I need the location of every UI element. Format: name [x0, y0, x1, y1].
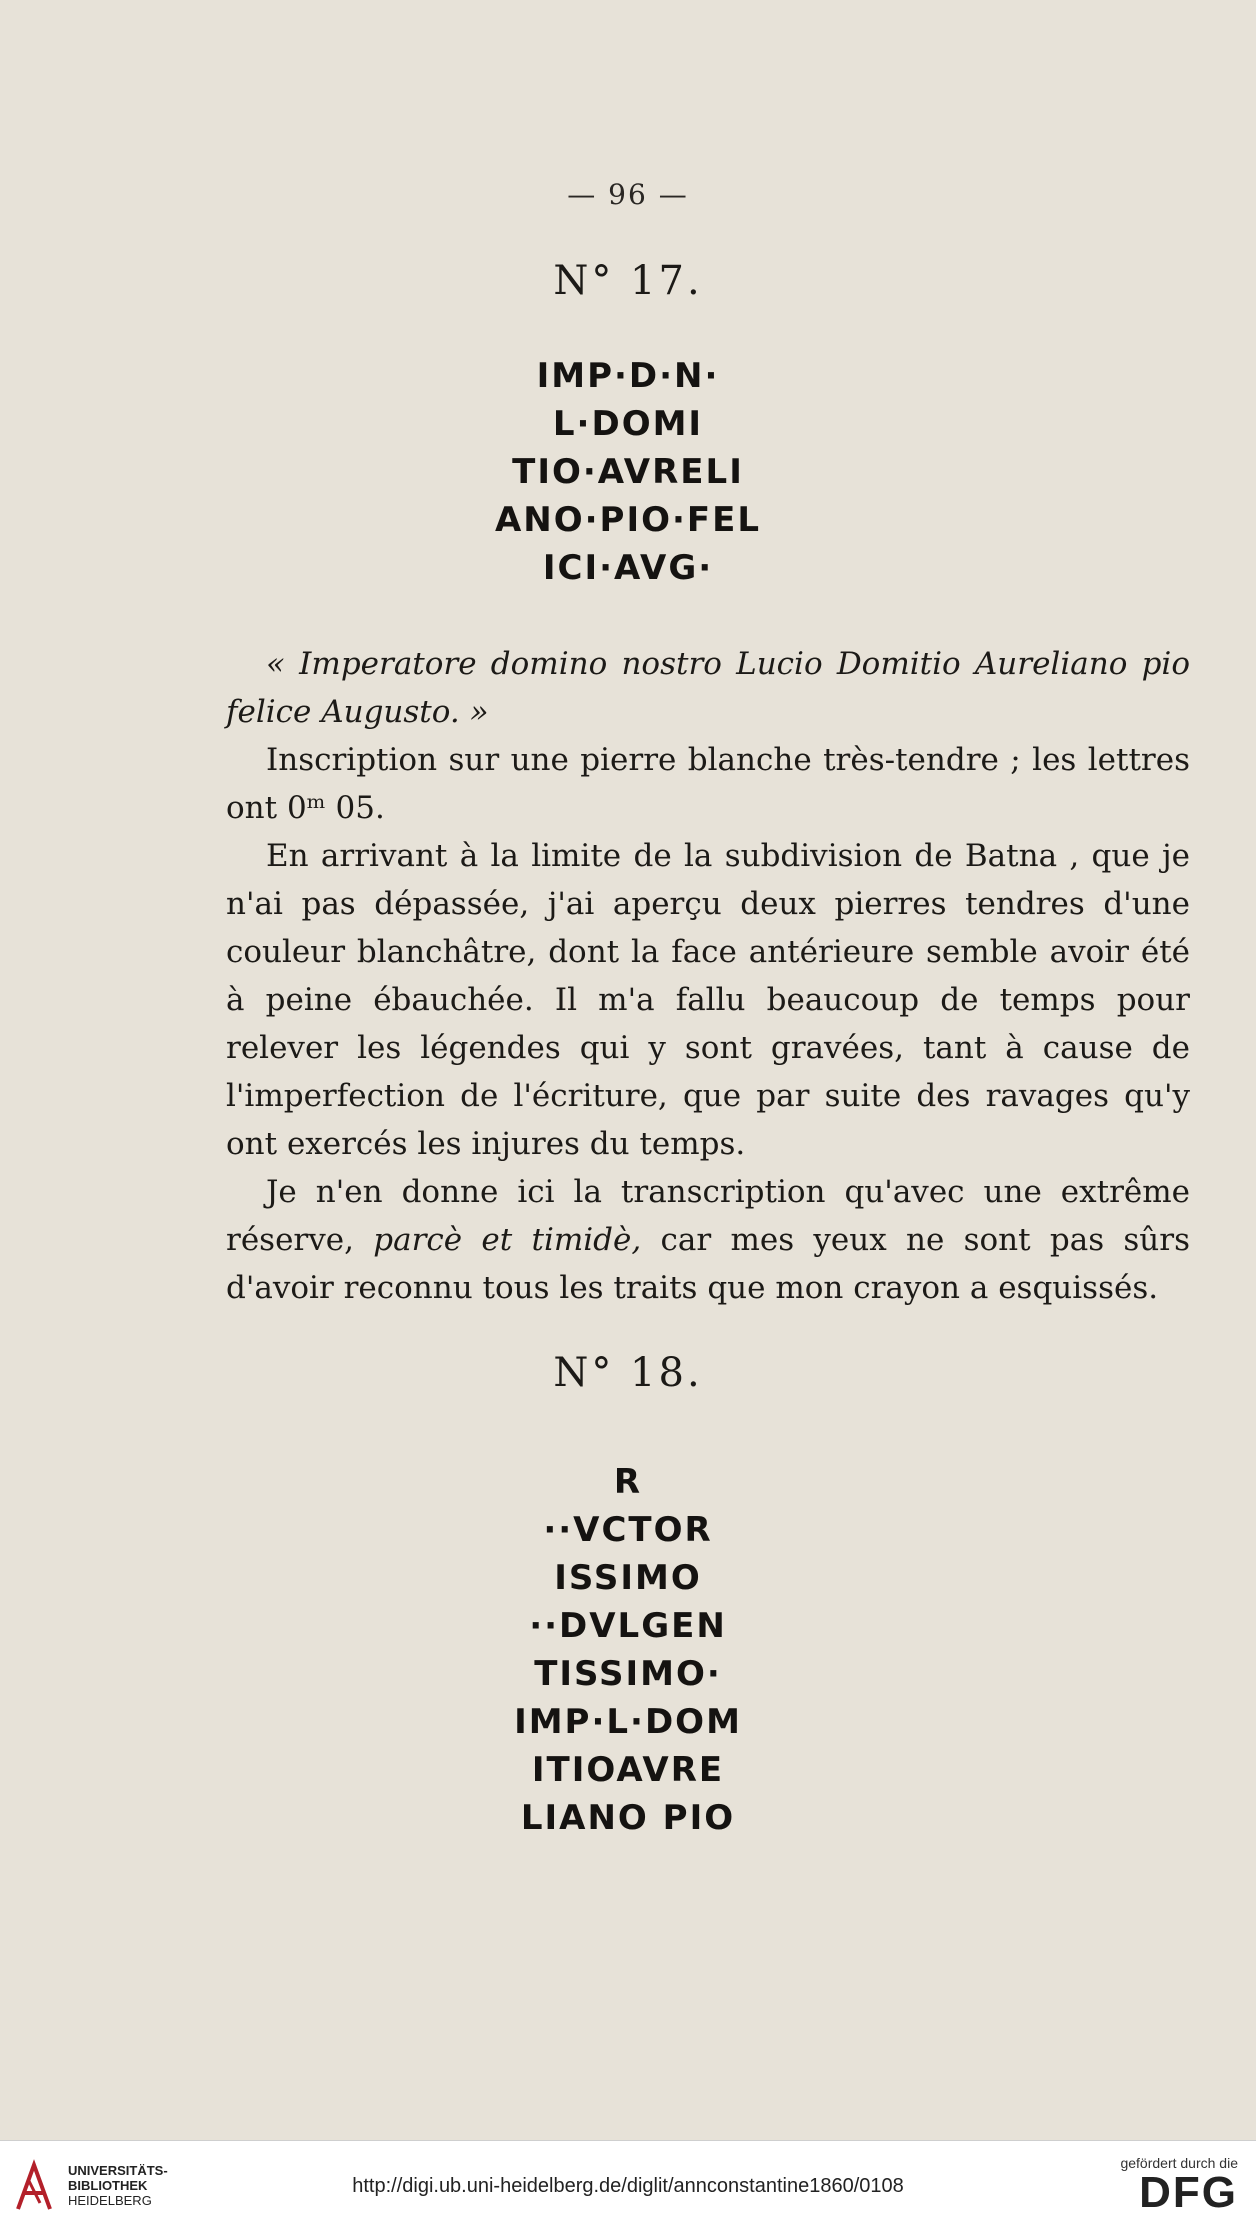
translation-paragraph: « Imperatore domino nostro Lucio Domitio Aureliano pio felice Augusto. » [226, 646, 1190, 730]
inscription-line: L·DOMI [552, 404, 704, 444]
inscription-line: ITIOAVRE [531, 1750, 725, 1790]
inscription-line: ISSIMO [554, 1558, 702, 1598]
permalink-url[interactable]: http://digi.ub.uni-heidelberg.de/diglit/annconstantine1860/0108 [352, 2175, 904, 2197]
paragraph-transcription-note [226, 1168, 1190, 1312]
inscription-line: R [613, 1462, 643, 1502]
library-line-2: BIBLIOTHEK [68, 2178, 148, 2193]
inscription-17 [0, 352, 1256, 592]
dfg-funding [1120, 2155, 1238, 2215]
heading-no-17: N° 17. [553, 258, 703, 304]
page-number: — 96 — [567, 178, 689, 211]
para3-italic: parcè et timidè, [373, 1222, 642, 1258]
inscription-line: IMP·L·DOM [514, 1702, 742, 1742]
heading-no-18: N° 18. [553, 1350, 703, 1396]
inscription-18 [0, 1458, 1256, 1842]
para3-end: car mes yeux ne sont pas sûrs d'avoir reconnu tous les traits que mon crayon a esquissés. [226, 1222, 1190, 1306]
paragraph-arrival: En arrivant à la limite de la subdivision de Batna , que je n'ai pas dépassée, j'ai aperçu deux pierres tendres d'une couleur blanchâtre, dont la face antérieure semble avoir été à peine ébauchée. Il m'a fallu beaucoup de temps pour relever les légendes qui y sont gravées, tant à cause de l'imperfection de l'écriture, que par suite des ravages qu'y ont exercés les injures du temps. [226, 838, 1190, 1162]
paragraph-inscription-description: Inscription sur une pierre blanche très-tendre ; les lettres ont 0ᵐ 05. [226, 742, 1190, 826]
inscription-line: ··DVLGEN [529, 1606, 727, 1646]
inscription-line: ANO·PIO·FEL [494, 500, 762, 540]
footer-bar [0, 2140, 1256, 2231]
inscription-line: IMP·D·N· [536, 356, 720, 396]
library-line-1: UNIVERSITÄTS- [68, 2163, 168, 2178]
body-text [226, 640, 1190, 1312]
para3-start: Je n'en donne ici la transcription qu'avec une extrême réserve, [226, 1174, 1190, 1258]
inscription-line: LIANO PIO [520, 1798, 736, 1838]
inscription-line: TIO·AVRELI [512, 452, 744, 492]
inscription-line: ICI·AVG· [542, 548, 714, 588]
funded-by-label: gefördert durch die [1120, 2155, 1238, 2171]
dfg-logo: DFG [1139, 2168, 1238, 2217]
inscription-line: ··VCTOR [543, 1510, 713, 1550]
library-line-3: HEIDELBERG [68, 2193, 152, 2208]
inscription-line: TISSIMO· [534, 1654, 722, 1694]
